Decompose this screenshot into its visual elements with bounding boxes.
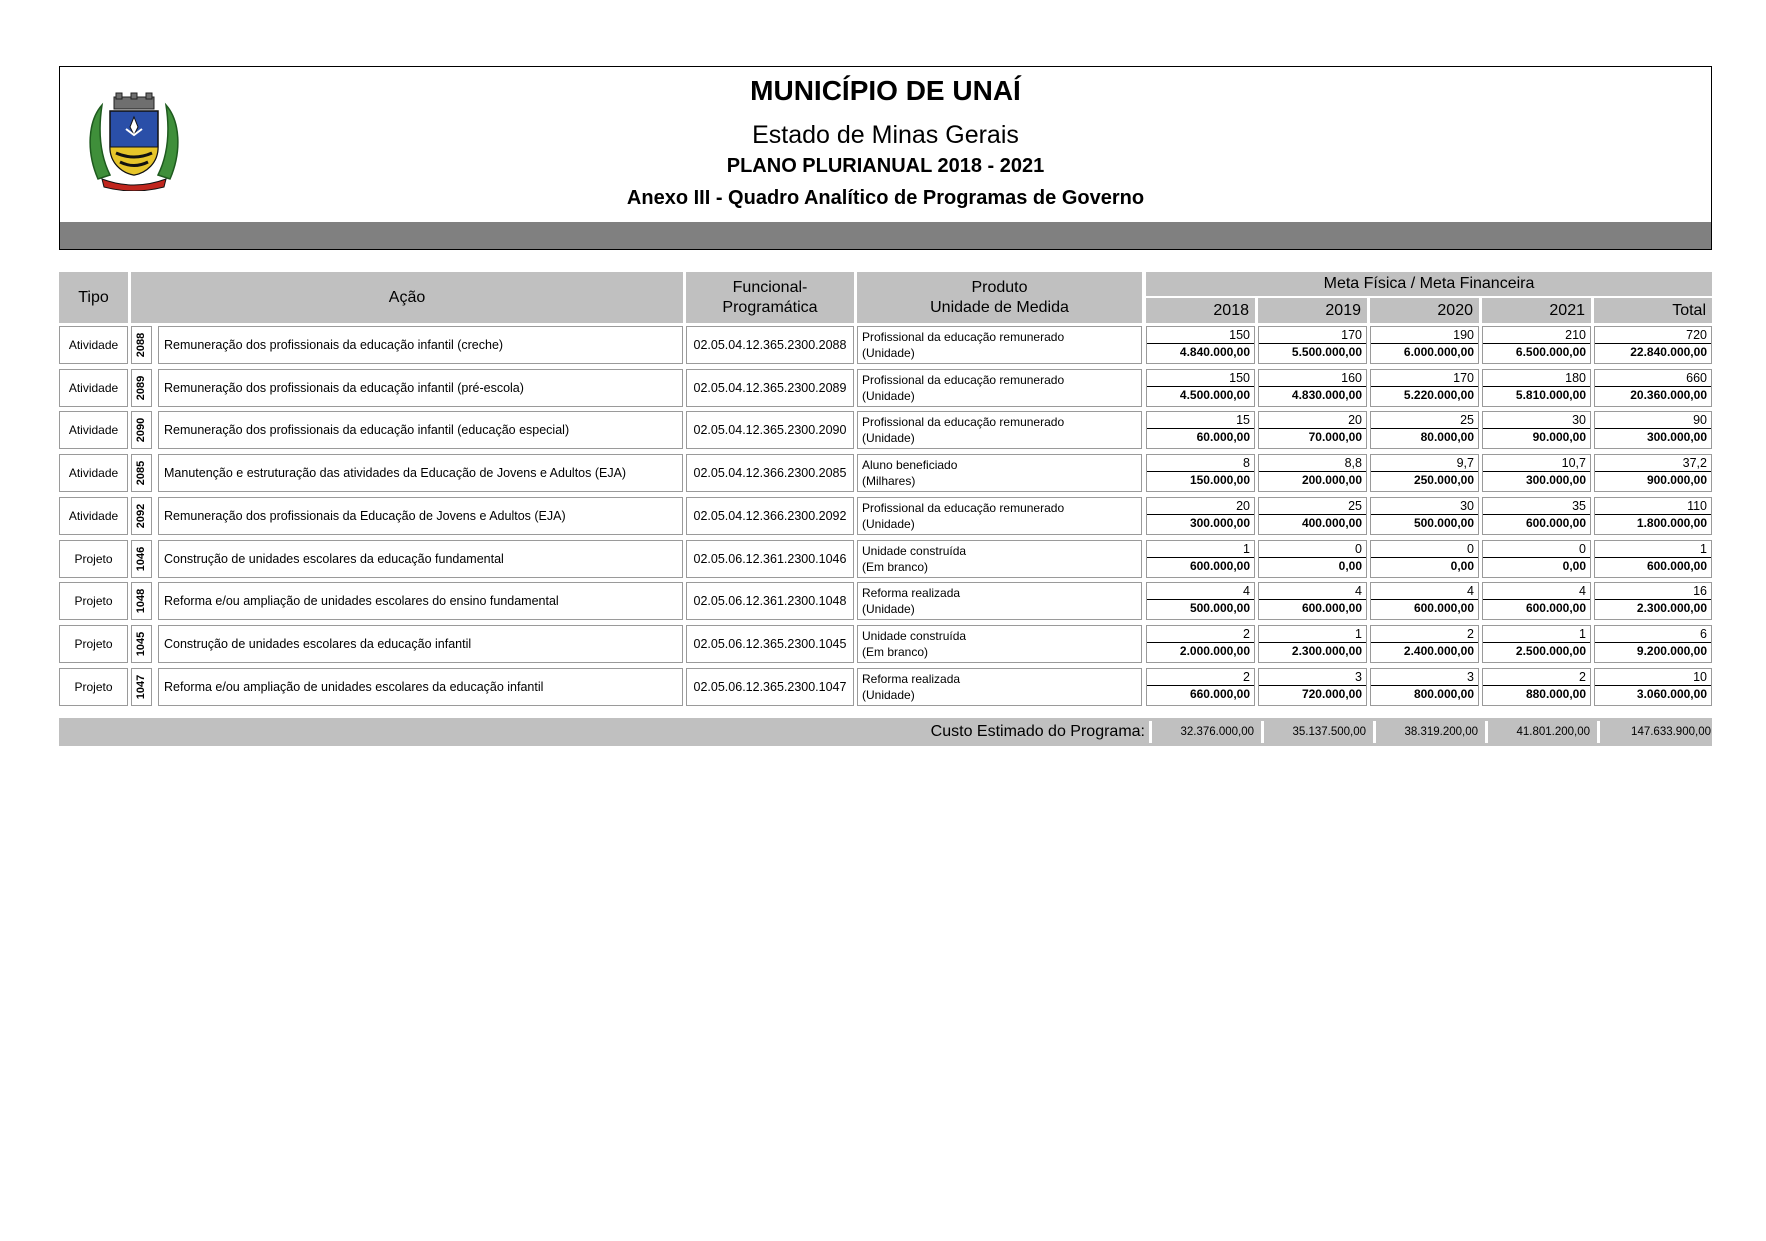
meta-financeira: 1.800.000,00 (1636, 516, 1707, 530)
row-funcional: 02.05.04.12.365.2300.2088 (686, 326, 854, 364)
meta-cell (1146, 497, 1255, 535)
row-funcional: 02.05.06.12.365.2300.1047 (686, 668, 854, 706)
meta-cell (1594, 540, 1712, 578)
total-value: 41.801.200,00 (1485, 721, 1594, 743)
total-value: 38.319.200,00 (1373, 721, 1482, 743)
meta-financeira: 2.300.000,00 (1291, 644, 1362, 658)
meta-cell (1370, 668, 1479, 706)
produto-label: Aluno beneficiado (862, 458, 958, 472)
header-year: 2021 (1482, 298, 1591, 323)
row-funcional: 02.05.06.12.361.2300.1048 (686, 582, 854, 620)
row-funcional: 02.05.04.12.366.2300.2092 (686, 497, 854, 535)
produto-label: Unidade construída (862, 629, 967, 643)
row-acao: Manutenção e estruturação das atividades da Educação de Jovens e Adultos (EJA) (158, 454, 683, 492)
report-header (59, 66, 1712, 250)
meta-cell (1258, 540, 1367, 578)
meta-fisica: 8,8 (1259, 455, 1366, 472)
meta-cell (1258, 454, 1367, 492)
row-tipo: Atividade (59, 369, 128, 407)
row-tipo: Atividade (59, 326, 128, 364)
meta-cell (1258, 497, 1367, 535)
row-tipo: Atividade (59, 411, 128, 449)
meta-financeira: 300.000,00 (1646, 430, 1707, 444)
meta-cell (1146, 540, 1255, 578)
total-value: 35.137.500,00 (1261, 721, 1370, 743)
meta-fisica: 8 (1147, 455, 1254, 472)
meta-fisica: 0 (1371, 541, 1478, 558)
produto-label: Unidade construída (862, 544, 967, 558)
row-produto (857, 326, 1142, 364)
meta-fisica: 1 (1595, 541, 1711, 558)
row-produto (857, 625, 1142, 663)
meta-fisica: 6 (1595, 626, 1711, 643)
produto-label: Profissional da educação remunerado (862, 330, 1065, 344)
unidade-label: (Unidade) (862, 688, 915, 702)
row-code (131, 497, 152, 535)
header-divider-bar (60, 222, 1711, 249)
row-code (131, 411, 152, 449)
header-year: 2020 (1370, 298, 1479, 323)
meta-fisica: 10,7 (1483, 455, 1590, 472)
meta-financeira: 600.000,00 (1525, 601, 1586, 615)
meta-fisica: 25 (1259, 498, 1366, 515)
meta-financeira: 2.000.000,00 (1179, 644, 1250, 658)
meta-financeira: 300.000,00 (1189, 516, 1250, 530)
row-tipo: Atividade (59, 497, 128, 535)
meta-fisica: 30 (1371, 498, 1478, 515)
meta-financeira: 600.000,00 (1301, 601, 1362, 615)
meta-fisica: 3 (1371, 669, 1478, 686)
row-tipo: Projeto (59, 540, 128, 578)
meta-fisica: 180 (1483, 370, 1590, 387)
row-tipo: Projeto (59, 625, 128, 663)
meta-financeira: 80.000,00 (1420, 430, 1474, 444)
meta-cell (1482, 369, 1591, 407)
meta-financeira: 250.000,00 (1413, 473, 1474, 487)
meta-cell (1258, 411, 1367, 449)
meta-cell (1594, 625, 1712, 663)
row-funcional: 02.05.04.12.365.2300.2089 (686, 369, 854, 407)
unidade-label: (Milhares) (862, 474, 916, 488)
meta-cell (1594, 326, 1712, 364)
meta-cell (1370, 582, 1479, 620)
meta-cell (1146, 326, 1255, 364)
header-year: 2018 (1146, 298, 1255, 323)
total-value: 32.376.000,00 (1149, 721, 1258, 743)
header-year: Total (1594, 298, 1712, 323)
meta-cell (1482, 540, 1591, 578)
meta-fisica: 4 (1147, 583, 1254, 600)
total-label: Custo Estimado do Programa: (930, 723, 1145, 740)
row-produto (857, 582, 1142, 620)
header-meta: Meta Física / Meta Financeira (1146, 272, 1712, 296)
row-acao: Construção de unidades escolares da educação infantil (158, 625, 683, 663)
row-tipo: Projeto (59, 668, 128, 706)
meta-fisica: 660 (1595, 370, 1711, 387)
meta-cell (1594, 454, 1712, 492)
row-acao: Reforma e/ou ampliação de unidades escolares do ensino fundamental (158, 582, 683, 620)
row-code (131, 326, 152, 364)
row-funcional: 02.05.04.12.365.2300.2090 (686, 411, 854, 449)
meta-financeira: 600.000,00 (1646, 559, 1707, 573)
meta-financeira: 4.500.000,00 (1179, 388, 1250, 402)
produto-label: Reforma realizada (862, 672, 961, 686)
meta-fisica: 2 (1147, 669, 1254, 686)
meta-financeira: 2.500.000,00 (1515, 644, 1586, 658)
meta-fisica: 37,2 (1595, 455, 1711, 472)
meta-cell (1258, 326, 1367, 364)
meta-financeira: 720.000,00 (1301, 687, 1362, 701)
meta-fisica: 10 (1595, 669, 1711, 686)
meta-cell (1594, 668, 1712, 706)
produto-label: Profissional da educação remunerado (862, 501, 1065, 515)
meta-fisica: 30 (1483, 412, 1590, 429)
meta-financeira: 5.810.000,00 (1515, 388, 1586, 402)
row-produto (857, 369, 1142, 407)
unidade-label: (Unidade) (862, 389, 915, 403)
meta-financeira: 500.000,00 (1413, 516, 1474, 530)
meta-financeira: 3.060.000,00 (1636, 687, 1707, 701)
meta-financeira: 300.000,00 (1525, 473, 1586, 487)
meta-financeira: 600.000,00 (1189, 559, 1250, 573)
meta-cell (1146, 369, 1255, 407)
meta-fisica: 20 (1259, 412, 1366, 429)
action-code: 1045 (135, 631, 148, 657)
meta-fisica: 4 (1259, 583, 1366, 600)
meta-cell (1146, 454, 1255, 492)
meta-fisica: 9,7 (1371, 455, 1478, 472)
meta-cell (1482, 497, 1591, 535)
meta-fisica: 2 (1371, 626, 1478, 643)
row-code (131, 454, 152, 492)
unidade-label: (Unidade) (862, 346, 915, 360)
meta-cell (1370, 625, 1479, 663)
row-acao: Remuneração dos profissionais da Educação de Jovens e Adultos (EJA) (158, 497, 683, 535)
meta-fisica: 25 (1371, 412, 1478, 429)
produto-label: Reforma realizada (862, 586, 961, 600)
meta-cell (1482, 326, 1591, 364)
meta-fisica: 170 (1371, 370, 1478, 387)
meta-fisica: 150 (1147, 327, 1254, 344)
unidade-label: (Unidade) (862, 517, 915, 531)
meta-fisica: 20 (1147, 498, 1254, 515)
meta-financeira: 200.000,00 (1301, 473, 1362, 487)
meta-cell (1258, 668, 1367, 706)
header-tipo: Tipo (59, 272, 128, 323)
unidade-label: (Unidade) (862, 602, 915, 616)
row-acao: Remuneração dos profissionais da educação infantil (creche) (158, 326, 683, 364)
meta-financeira: 5.500.000,00 (1291, 345, 1362, 359)
row-code (131, 540, 152, 578)
meta-cell (1370, 497, 1479, 535)
row-funcional: 02.05.04.12.366.2300.2085 (686, 454, 854, 492)
row-tipo: Atividade (59, 454, 128, 492)
meta-fisica: 35 (1483, 498, 1590, 515)
meta-cell (1482, 411, 1591, 449)
meta-fisica: 16 (1595, 583, 1711, 600)
meta-fisica: 4 (1483, 583, 1590, 600)
meta-fisica: 1 (1483, 626, 1590, 643)
annex-title: Anexo III - Quadro Analítico de Programas de Governo (626, 187, 1145, 209)
meta-financeira: 60.000,00 (1196, 430, 1250, 444)
row-produto (857, 668, 1142, 706)
meta-financeira: 0,00 (1450, 559, 1474, 573)
meta-financeira: 900.000,00 (1646, 473, 1707, 487)
row-code (131, 668, 152, 706)
action-code: 2090 (135, 417, 148, 443)
meta-financeira: 9.200.000,00 (1636, 644, 1707, 658)
row-tipo: Projeto (59, 582, 128, 620)
action-code: 2088 (135, 332, 148, 358)
meta-financeira: 6.000.000,00 (1403, 345, 1474, 359)
row-acao: Remuneração dos profissionais da educação infantil (pré-escola) (158, 369, 683, 407)
row-code (131, 582, 152, 620)
meta-fisica: 0 (1259, 541, 1366, 558)
meta-fisica: 90 (1595, 412, 1711, 429)
meta-fisica: 4 (1371, 583, 1478, 600)
meta-cell (1594, 411, 1712, 449)
meta-financeira: 6.500.000,00 (1515, 345, 1586, 359)
total-row (59, 718, 1712, 746)
row-produto (857, 411, 1142, 449)
unidade-label: (Em branco) (862, 645, 929, 659)
meta-cell (1146, 582, 1255, 620)
row-produto (857, 454, 1142, 492)
meta-cell (1594, 582, 1712, 620)
row-code (131, 625, 152, 663)
meta-financeira: 600.000,00 (1413, 601, 1474, 615)
meta-cell (1482, 668, 1591, 706)
meta-fisica: 2 (1483, 669, 1590, 686)
row-funcional: 02.05.06.12.361.2300.1046 (686, 540, 854, 578)
meta-fisica: 210 (1483, 327, 1590, 344)
meta-cell (1594, 497, 1712, 535)
meta-cell (1370, 454, 1479, 492)
action-code: 2085 (135, 460, 148, 486)
meta-cell (1370, 369, 1479, 407)
meta-financeira: 70.000,00 (1308, 430, 1362, 444)
row-funcional: 02.05.06.12.365.2300.1045 (686, 625, 854, 663)
meta-fisica: 2 (1147, 626, 1254, 643)
meta-financeira: 90.000,00 (1532, 430, 1586, 444)
header-produto: Produto Unidade de Medida (857, 272, 1142, 323)
meta-cell (1482, 454, 1591, 492)
meta-fisica: 110 (1595, 498, 1711, 515)
row-acao: Reforma e/ou ampliação de unidades escolares da educação infantil (158, 668, 683, 706)
action-code: 2092 (135, 503, 148, 529)
row-acao: Remuneração dos profissionais da educação infantil (educação especial) (158, 411, 683, 449)
meta-fisica: 160 (1259, 370, 1366, 387)
meta-cell (1482, 625, 1591, 663)
meta-financeira: 0,00 (1338, 559, 1362, 573)
meta-cell (1370, 540, 1479, 578)
header-year: 2019 (1258, 298, 1367, 323)
meta-fisica: 170 (1259, 327, 1366, 344)
action-code: 2089 (135, 375, 148, 401)
produto-label: Profissional da educação remunerado (862, 415, 1065, 429)
meta-cell (1370, 326, 1479, 364)
action-code: 1048 (135, 588, 148, 614)
produto-label: Profissional da educação remunerado (862, 373, 1065, 387)
meta-financeira: 800.000,00 (1413, 687, 1474, 701)
meta-financeira: 20.360.000,00 (1630, 388, 1707, 402)
municipality-title: MUNICÍPIO DE UNAÍ (750, 75, 1021, 106)
row-code (131, 369, 152, 407)
meta-financeira: 4.840.000,00 (1179, 345, 1250, 359)
meta-financeira: 2.400.000,00 (1403, 644, 1474, 658)
meta-fisica: 1 (1147, 541, 1254, 558)
meta-financeira: 150.000,00 (1189, 473, 1250, 487)
meta-financeira: 400.000,00 (1301, 516, 1362, 530)
meta-financeira: 5.220.000,00 (1403, 388, 1474, 402)
meta-financeira: 500.000,00 (1189, 601, 1250, 615)
total-value: 147.633.900,00 (1597, 721, 1715, 743)
meta-fisica: 0 (1483, 541, 1590, 558)
meta-cell (1258, 582, 1367, 620)
meta-cell (1146, 411, 1255, 449)
meta-cell (1258, 625, 1367, 663)
meta-cell (1258, 369, 1367, 407)
meta-fisica: 1 (1259, 626, 1366, 643)
row-produto (857, 497, 1142, 535)
meta-financeira: 0,00 (1562, 559, 1586, 573)
meta-financeira: 22.840.000,00 (1630, 345, 1707, 359)
row-produto (857, 540, 1142, 578)
meta-financeira: 660.000,00 (1189, 687, 1250, 701)
meta-cell (1370, 411, 1479, 449)
state-subtitle: Estado de Minas Gerais (752, 121, 1019, 149)
meta-financeira: 2.300.000,00 (1636, 601, 1707, 615)
header-funcional: Funcional- Programática (686, 272, 854, 323)
meta-financeira: 880.000,00 (1525, 687, 1586, 701)
meta-fisica: 15 (1147, 412, 1254, 429)
unidade-label: (Em branco) (862, 560, 929, 574)
action-code: 1046 (135, 546, 148, 572)
meta-cell (1146, 668, 1255, 706)
meta-cell (1594, 369, 1712, 407)
meta-fisica: 3 (1259, 669, 1366, 686)
meta-fisica: 190 (1371, 327, 1478, 344)
header-acao: Ação (131, 272, 683, 323)
meta-financeira: 4.830.000,00 (1291, 388, 1362, 402)
meta-fisica: 150 (1147, 370, 1254, 387)
row-acao: Construção de unidades escolares da educação fundamental (158, 540, 683, 578)
meta-cell (1146, 625, 1255, 663)
meta-financeira: 600.000,00 (1525, 516, 1586, 530)
meta-cell (1482, 582, 1591, 620)
unidade-label: (Unidade) (862, 431, 915, 445)
plan-title: PLANO PLURIANUAL 2018 - 2021 (726, 155, 1045, 177)
action-code: 1047 (135, 674, 148, 700)
meta-fisica: 720 (1595, 327, 1711, 344)
